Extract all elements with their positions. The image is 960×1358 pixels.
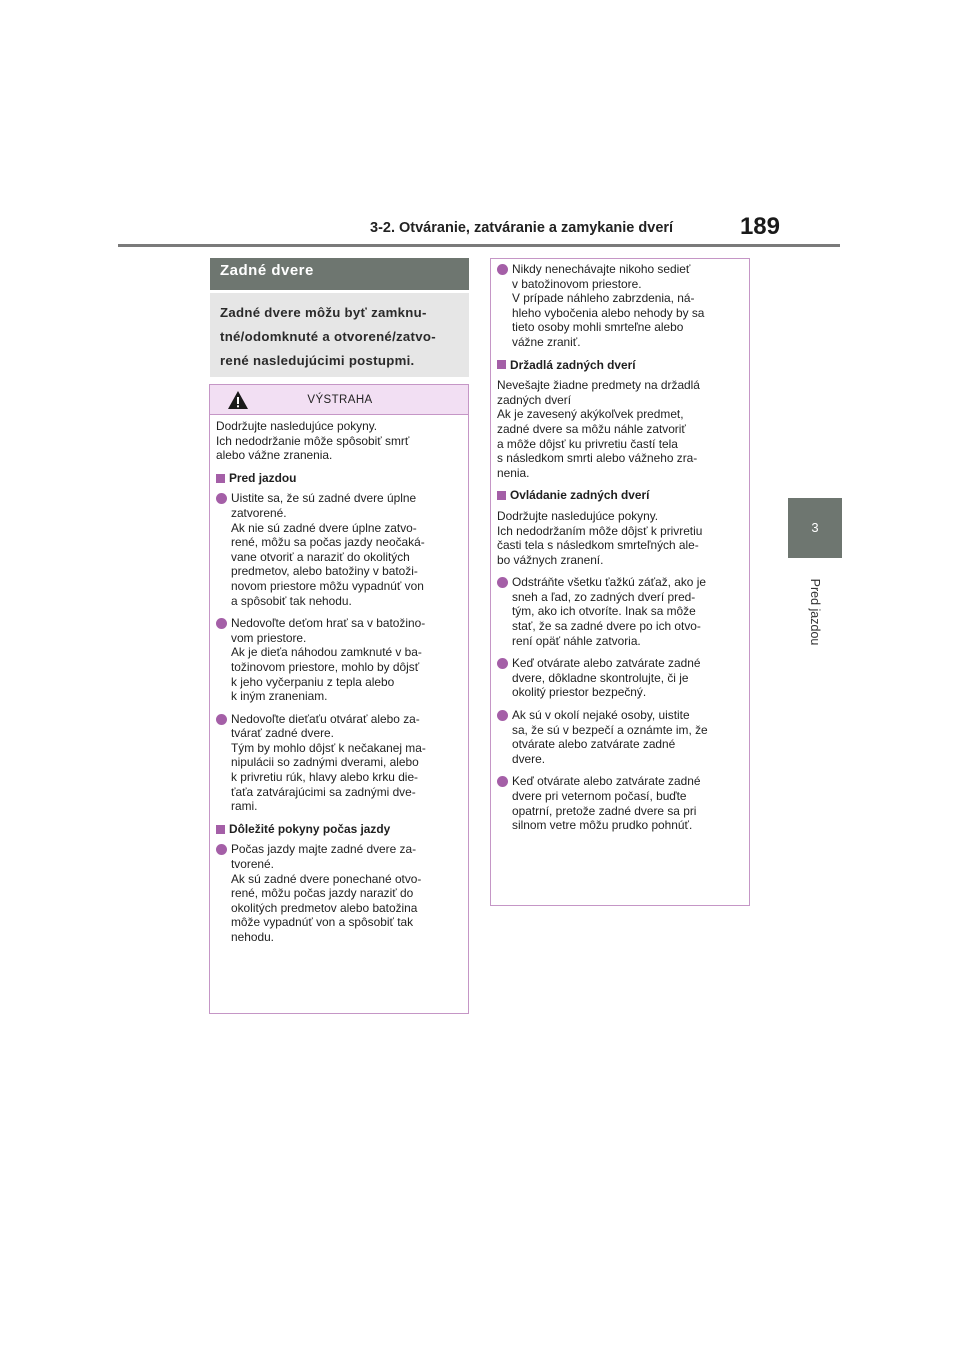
square-bullet-icon bbox=[216, 825, 225, 834]
list-item-text: Odstráňte všetku ťažkú záťaž, ako je sneh a ľad, zo zadných dverí pred- tým, ako ich otvoríte. Inak sa môže stať, že sa zadné dvere po ich otvo- rení opäť náhle zatvoria. bbox=[512, 575, 706, 648]
paragraph: Dodržujte nasledujúce pokyny. Ich nedodržaním môže dôjsť k privretiu časti tela s následkom smrteľných ale- bo vážnych zranení. bbox=[497, 508, 703, 567]
page-header bbox=[370, 213, 780, 240]
list-item-text: Nikdy nenechávajte nikoho sedieť v batožinovom priestore. V prípade náhleho zabrzdenia, ná- hleho vybočenia alebo nehody by sa tieto osoby mohli smrteľne alebo vážne zraniť. bbox=[512, 262, 705, 349]
list-item-text: Keď otvárate alebo zatvárate zadné dvere, dôkladne skontrolujte, či je okolitý priestor bezpečný. bbox=[512, 656, 701, 700]
heading-text: Dôležité pokyny počas jazdy bbox=[229, 821, 391, 836]
warning-content-continued bbox=[491, 259, 749, 833]
heading-text: Pred jazdou bbox=[229, 470, 297, 485]
round-bullet-icon bbox=[216, 493, 227, 504]
round-bullet-icon bbox=[497, 577, 508, 588]
warning-content bbox=[210, 415, 468, 945]
list-item bbox=[497, 656, 744, 700]
list-item-text: Nedovoľte deťom hrať sa v batožino- vom priestore. Ak je dieťa náhodou zamknuté v ba- tožinovom priestore, mohlo by dôjsť k jeho vyčerpaniu z tepla alebo k iným zraneniam. bbox=[231, 616, 426, 704]
list-item bbox=[216, 491, 463, 608]
list-item bbox=[497, 774, 744, 832]
list-item-text: Počas jazdy majte zadné dvere za- tvorené. Ak sú zadné dvere ponechané otvo- rené, môžu počas jazdy naraziť do okolitých predmetov alebo batožina môže vypadnúť von a spôsobiť tak nehodu. bbox=[231, 842, 422, 944]
heading-text: Držadlá zadných dverí bbox=[510, 357, 636, 372]
heading-text: Ovládanie zadných dverí bbox=[510, 488, 650, 503]
square-bullet-icon bbox=[497, 360, 506, 369]
warning-title: VÝSTRAHA bbox=[307, 394, 373, 406]
chapter-label-text: Pred jazdou bbox=[808, 578, 822, 646]
list-item bbox=[216, 842, 463, 944]
square-bullet-icon bbox=[216, 474, 225, 483]
square-bullet-icon bbox=[497, 491, 506, 500]
warning-heading-handles bbox=[497, 358, 744, 373]
round-bullet-icon bbox=[497, 776, 508, 787]
round-bullet-icon bbox=[497, 658, 508, 669]
list-item bbox=[216, 616, 463, 704]
warning-heading-pre-drive bbox=[216, 471, 463, 486]
warning-heading-operation bbox=[497, 488, 744, 503]
list-item bbox=[497, 262, 744, 350]
warning-box bbox=[209, 384, 469, 1014]
chapter-tab[interactable]: 3 bbox=[788, 498, 842, 558]
round-bullet-icon bbox=[497, 710, 508, 721]
warning-header bbox=[210, 385, 468, 415]
round-bullet-icon bbox=[216, 618, 227, 629]
round-bullet-icon bbox=[497, 264, 508, 275]
warning-heading-driving bbox=[216, 822, 463, 837]
warning-box-continued bbox=[490, 258, 750, 906]
round-bullet-icon bbox=[216, 714, 227, 725]
warning-triangle-icon bbox=[227, 390, 249, 410]
round-bullet-icon bbox=[216, 844, 227, 855]
list-item-text: Keď otvárate alebo zatvárate zadné dvere pri veternom počasí, buďte opatrní, pretože zadné dvere sa pri silnom vetre môžu prudko pohnúť. bbox=[512, 774, 701, 833]
page-number: 189 bbox=[739, 213, 780, 240]
chapter-label bbox=[788, 562, 842, 662]
list-item bbox=[497, 575, 744, 648]
list-item-text: Uistite sa, že sú zadné dvere úplne zatvorené. Ak nie sú zadné dvere úplne zatvo- rené, môžu sa počas jazdy neočaká- vane otvoriť a naraziť do okolitých predmetov, alebo batožiny v batoži- novom priestore môžu vypadnúť von a spôsobiť tak nehodu. bbox=[231, 491, 425, 608]
section-title: Zadné dvere bbox=[210, 258, 469, 290]
header-divider bbox=[118, 244, 840, 247]
list-item-text: Ak sú v okolí nejaké osoby, uistite sa, že sú v bezpečí a oznámte im, že otvárate alebo zatvárate zadné dvere. bbox=[512, 708, 708, 766]
section-intro-text: Zadné dvere môžu byť zamknu- tné/odomknuté a otvorené/zatvo- rené nasledujúcimi postupmi. bbox=[220, 305, 436, 368]
list-item-text: Nedovoľte dieťaťu otvárať alebo za- tvárať zadné dvere. Tým by mohlo dôjsť k nečakanej ma- nipulácii so zadnými dverami, alebo k privretiu rúk, hlavy alebo krku die- ťaťa zatvárajúcimi sa zadnými dve- rami. bbox=[231, 711, 426, 814]
section-breadcrumb: 3-2. Otváranie, zatváranie a zamykanie dverí bbox=[370, 220, 674, 236]
paragraph: Nevešajte žiadne predmety na držadlá zadných dverí Ak je zavesený akýkoľvek predmet, zadné dvere sa môžu náhle zatvoriť a môže dôjsť ku privretiu častí tela s následkom smrti alebo vážneho zra- nenia. bbox=[497, 378, 700, 480]
list-item bbox=[497, 708, 744, 766]
warning-intro: Dodržujte nasledujúce pokyny. Ich nedodržanie môže spôsobiť smrť alebo vážne zranenia. bbox=[216, 419, 410, 463]
list-item bbox=[216, 712, 463, 814]
section-intro bbox=[210, 293, 469, 377]
